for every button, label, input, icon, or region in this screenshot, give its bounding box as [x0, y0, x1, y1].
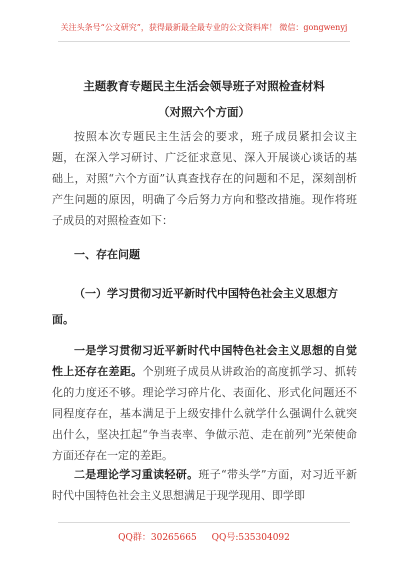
- point-1-text: 个别班子成员从讲政治的高度抓学习、抓转化的力度还不够。理论学习碎片化、表面化、形式化问题还不同程度存在，基本满足于上级安排什么就学什么强调什么就突出什么，坚决扛起“争当表率、争做示范、走在前列”光荣使命方面还存在一定的差距。: [52, 365, 358, 462]
- document-subtitle: （对照六个方面）: [158, 105, 250, 119]
- point-2-lead: 二是理论学习重读轻研。: [74, 468, 199, 481]
- footer-qq-number: QQ号:535304092: [211, 533, 290, 543]
- point-1-paragraph: [52, 340, 357, 466]
- point-1-lead: 一是学习贯彻习近平新时代中国特色社会主义思想的自觉性上还存在差距。: [52, 344, 357, 378]
- point-2-text: 班子“带头学”方面，对习近平新时代中国特色社会主义思想满足于现学现用、即学即: [52, 468, 358, 502]
- point-2-paragraph: [52, 464, 357, 506]
- header-banner: 关注头条号“公文研究”，获得最新最全最专业的公文资料库！ 微信：gongwenyj: [60, 23, 348, 32]
- footer-qq-group: QQ群：30265665: [118, 533, 197, 543]
- header-divider: [58, 41, 350, 42]
- footer: [0, 530, 408, 543]
- point-1-block: [52, 340, 357, 466]
- document-title: 主题教育专题民主生活会领导班子对照检查材料: [83, 79, 325, 93]
- subsection-heading-1: （一）学习贯彻习近平新时代中国特色社会主义思想方面。: [52, 287, 338, 326]
- point-2-block: [52, 464, 357, 506]
- intro-paragraph-block: [52, 126, 357, 231]
- section-block: [52, 244, 357, 265]
- section-heading-1: 一、存在问题: [74, 248, 140, 261]
- intro-paragraph: 按照本次专题民主生活会的要求，班子成员紧扣会议主题，在深入学习研讨、广泛征求意见、深入开展谈心谈话的基础上，对照“六个方面”认真查找存在的问题和不足，深刻剖析产生问题的原因，明确了今后努力方向和整改措施。现作将班子成员的对照检查如下：: [52, 130, 357, 227]
- subsection-block: [52, 281, 357, 333]
- footer-divider: [58, 522, 350, 523]
